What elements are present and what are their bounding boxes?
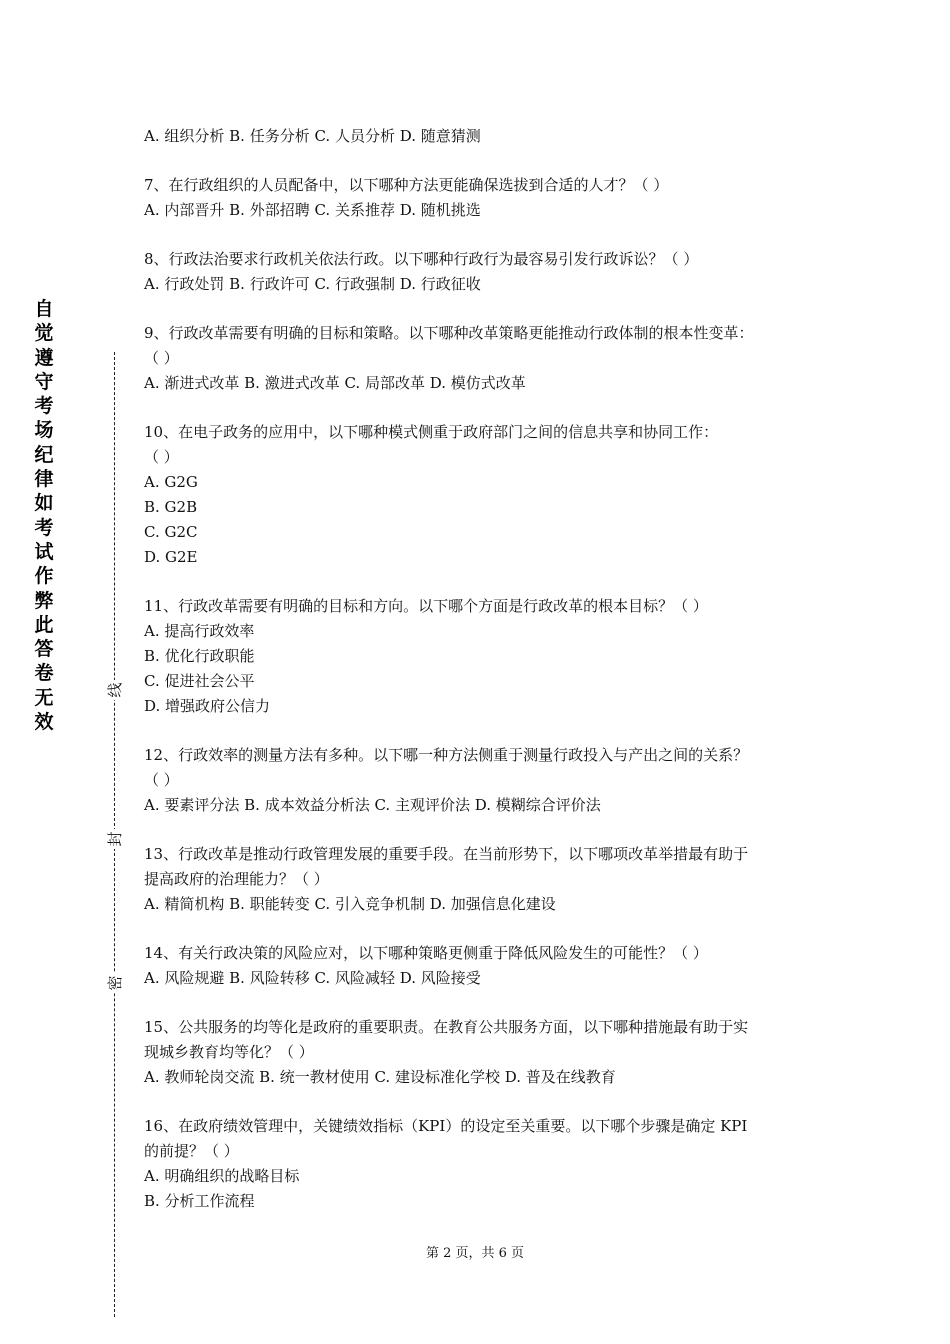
question-stem: 10、在电子政务的应用中，以下哪种模式侧重于政府部门之间的信息共享和协同工作：: [144, 423, 719, 441]
question-block: [144, 1114, 824, 1214]
question-option: C. 促进社会公平: [144, 672, 255, 690]
question-stem: （ ）: [144, 448, 179, 466]
question-block: [144, 842, 824, 917]
question-list: [144, 124, 824, 1238]
question-option: A. 风险规避 B. 风险转移 C. 风险减轻 D. 风险接受: [144, 969, 481, 987]
question-block: [144, 420, 824, 570]
question-stem: 13、行政改革是推动行政管理发展的重要手段。在当前形势下，以下哪项改革举措最有助于: [144, 845, 749, 863]
question-block: [144, 173, 824, 223]
question-stem: 9、行政改革需要有明确的目标和策略。以下哪种改革策略更能推动行政体制的根本性变革：: [144, 324, 754, 342]
exam-discipline-notice: 自觉遵守考场纪律如考试作弊此答卷无效: [34, 298, 54, 734]
question-stem: 现城乡教育均等化？（ ）: [144, 1043, 314, 1061]
question-option: A. 教师轮岗交流 B. 统一教材使用 C. 建设标准化学校 D. 普及在线教育: [144, 1068, 616, 1086]
question-option: B. 优化行政职能: [144, 647, 255, 665]
question-option: A. 精简机构 B. 职能转变 C. 引入竞争机制 D. 加强信息化建设: [144, 895, 556, 913]
question-option: A. 明确组织的战略目标: [144, 1167, 300, 1185]
question-option: A. 提高行政效率: [144, 622, 255, 640]
question-stem: 提高政府的治理能力？（ ）: [144, 870, 329, 888]
question-stem: （ ）: [144, 349, 179, 367]
question-option: A. 要素评分法 B. 成本效益分析法 C. 主观评价法 D. 模糊综合评价法: [144, 796, 601, 814]
question-stem: 16、在政府绩效管理中，关键绩效指标（KPI）的设定至关重要。以下哪个步骤是确定 KPI: [144, 1117, 748, 1135]
question-stem: （ ）: [144, 771, 179, 789]
question-stem: 12、行政效率的测量方法有多种。以下哪一种方法侧重于测量行政投入与产出之间的关系？: [144, 746, 749, 764]
question-block: [144, 247, 824, 297]
page-footer: 第 2 页，共 6 页: [425, 1246, 525, 1261]
question-option: A. G2G: [144, 473, 198, 491]
binding-mark-seal: 封: [104, 829, 126, 849]
question-stem: 15、公共服务的均等化是政府的重要职责。在教育公共服务方面，以下哪种措施最有助于实: [144, 1018, 749, 1036]
question-option: A. 内部晋升 B. 外部招聘 C. 关系推荐 D. 随机挑选: [144, 201, 481, 219]
question-option: D. G2E: [144, 548, 198, 566]
question-stem: 11、行政改革需要有明确的目标和方向。以下哪个方面是行政改革的根本目标？（ ）: [144, 597, 708, 615]
question-option: B. 分析工作流程: [144, 1192, 255, 1210]
question-6-continued: [144, 124, 824, 149]
question-stem: 7、在行政组织的人员配备中，以下哪种方法更能确保选拔到合适的人才？（ ）: [144, 176, 669, 194]
binding-mark-secret: 密: [104, 973, 126, 993]
question-option: C. G2C: [144, 523, 198, 541]
question-block: [144, 743, 824, 818]
question-stem: 的前提？（ ）: [144, 1142, 239, 1160]
question-stem: 8、行政法治要求行政机关依法行政。以下哪种行政行为最容易引发行政诉讼？（ ）: [144, 250, 699, 268]
question-block: [144, 594, 824, 719]
question-stem: 14、有关行政决策的风险应对，以下哪种策略更侧重于降低风险发生的可能性？（ ）: [144, 944, 708, 962]
question-option: B. G2B: [144, 498, 198, 516]
question-option: D. 增强政府公信力: [144, 697, 271, 715]
question-block: [144, 941, 824, 991]
question-block: [144, 321, 824, 396]
question-options: A. 组织分析 B. 任务分析 C. 人员分析 D. 随意猜测: [144, 127, 481, 145]
question-option: A. 渐进式改革 B. 激进式改革 C. 局部改革 D. 模仿式改革: [144, 374, 526, 392]
question-block: [144, 1015, 824, 1090]
question-option: A. 行政处罚 B. 行政许可 C. 行政强制 D. 行政征收: [144, 275, 481, 293]
binding-mark-line: 线: [104, 680, 126, 700]
